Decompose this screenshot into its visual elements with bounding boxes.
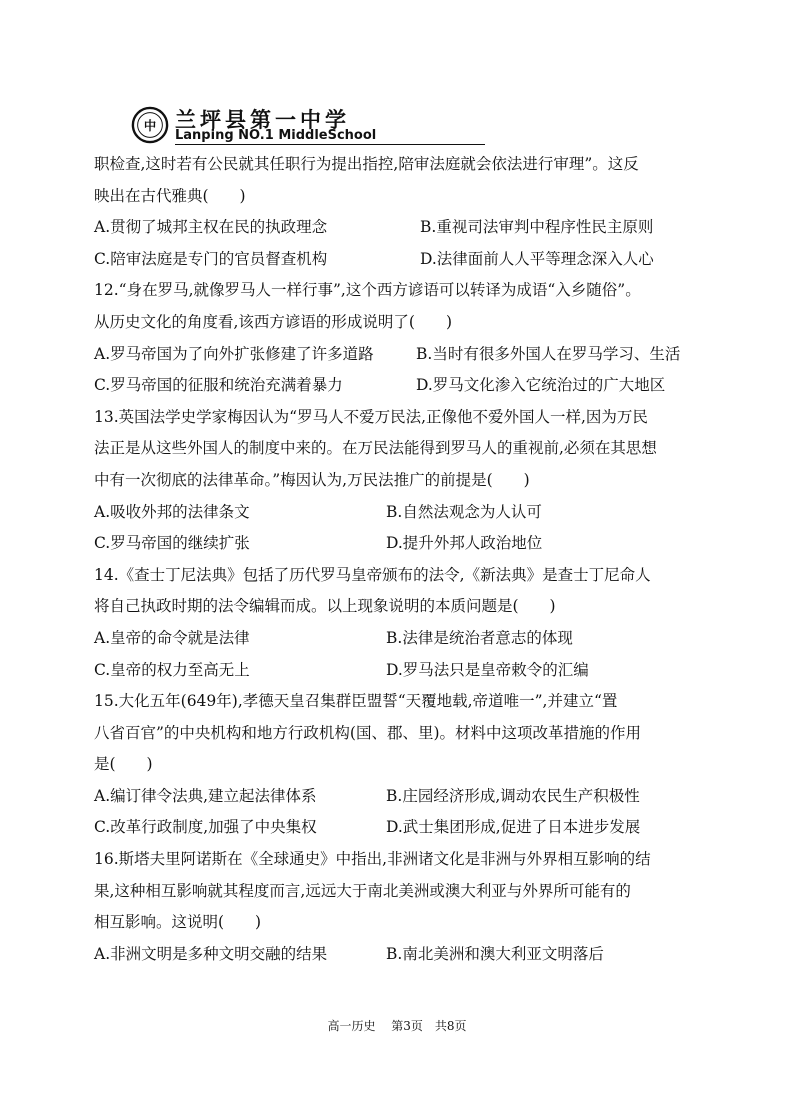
option-right: D.法律面前人人平等理念深入人心	[420, 249, 654, 268]
option-row	[94, 212, 714, 244]
text-line: 八省百官”的中央机构和地方行政机构(国、郡、里)。材料中这项改革措施的作用	[94, 723, 642, 742]
option-right: B.自然法观念为人认可	[386, 502, 542, 521]
text-line: 映出在古代雅典( )	[94, 186, 246, 205]
text-line: 法正是从这些外国人的制度中来的。在万民法能得到罗马人的重视前,必须在其思想	[94, 439, 657, 458]
option-right: B.当时有很多外国人在罗马学习、生活	[416, 344, 681, 363]
option-right: D.提升外邦人政治地位	[386, 534, 543, 553]
option-right: B.庄园经济形成,调动农民生产积极性	[386, 786, 640, 805]
option-left: C.罗马帝国的继续扩张	[94, 534, 250, 553]
option-left: A.罗马帝国为了向外扩张修建了许多道路	[94, 344, 374, 363]
text-line: 中有一次彻底的法律革命。”梅因认为,万民法推广的前提是( )	[94, 470, 530, 489]
footer-subject: 高一历史	[327, 1019, 376, 1033]
option-left: A.非洲文明是多种文明交融的结果	[94, 944, 328, 963]
option-right: D.罗马法只是皇帝敕令的汇编	[386, 660, 589, 679]
text-line: 从历史文化的角度看,该西方谚语的形成说明了( )	[94, 312, 453, 331]
text-line: 将自己执政时期的法令编辑而成。以上现象说明的本质问题是( )	[94, 597, 556, 616]
option-row	[94, 339, 714, 371]
option-left: A.编订律令法典,建立起法律体系	[94, 786, 317, 805]
option-left: A.贯彻了城邦主权在民的执政理念	[94, 218, 328, 237]
text-line: 16.斯塔夫里阿诺斯在《全球通史》中指出,非洲诸文化是非洲与外界相互影响的结	[94, 850, 651, 869]
text-line: 相互影响。这说明( )	[94, 913, 262, 932]
school-name-en: Lanping NO.1 MiddleSchool	[175, 128, 377, 143]
option-row	[94, 781, 714, 813]
option-row	[94, 812, 714, 844]
option-left: A.吸收外邦的法律条文	[94, 502, 250, 521]
text-line: 果,这种相互影响就其程度而言,远远大于南北美洲或澳大利亚与外界所可能有的	[94, 881, 631, 900]
option-left: C.皇帝的权力至高无上	[94, 660, 250, 679]
school-logo-icon	[131, 106, 169, 144]
option-row	[94, 655, 714, 687]
option-row	[94, 244, 714, 276]
text-line: 15.大化五年(649年),孝德天皇召集群臣盟誓“天覆地载,帝道唯一”,并建立“置	[94, 692, 618, 711]
text-line: 是( )	[94, 755, 153, 774]
option-right: B.法律是统治者意志的体现	[386, 628, 573, 647]
text-line: 12.“身在罗马,就像罗马人一样行事”,这个西方谚语可以转译为成语“入乡随俗”。	[94, 281, 641, 300]
option-left: A.皇帝的命令就是法律	[94, 628, 250, 647]
question-body	[94, 149, 714, 970]
option-row	[94, 623, 714, 655]
option-left: C.改革行政制度,加强了中央集权	[94, 818, 317, 837]
text-line: 14.《查士丁尼法典》包括了历代罗马皇帝颁布的法令,《新法典》是查士丁尼命人	[94, 565, 651, 584]
school-header	[131, 104, 391, 146]
option-left: C.罗马帝国的征服和统治充满着暴力	[94, 376, 343, 395]
option-row	[94, 939, 714, 971]
option-right: B.重视司法审判中程序性民主原则	[420, 218, 654, 237]
page-footer	[0, 1017, 794, 1034]
footer-total: 共8页	[434, 1019, 467, 1033]
header-rule	[175, 144, 485, 145]
option-right: D.罗马文化渗入它统治过的广大地区	[416, 376, 666, 395]
option-right: B.南北美洲和澳大利亚文明落后	[386, 944, 604, 963]
option-row	[94, 370, 714, 402]
seal-character: 中	[143, 117, 157, 133]
text-line: 职检查,这时若有公民就其任职行为提出指控,陪审法庭就会依法进行审理”。这反	[94, 155, 639, 173]
option-right: D.武士集团形成,促进了日本进步发展	[386, 818, 641, 837]
option-left: C.陪审法庭是专门的官员督查机构	[94, 249, 328, 268]
text-line: 13.英国法学史学家梅因认为“罗马人不爱万民法,正像他不爱外国人一样,因为万民	[94, 407, 648, 426]
option-row	[94, 528, 714, 560]
footer-page: 第3页	[391, 1019, 423, 1033]
school-name-cn: 兰坪县第一中学	[175, 107, 350, 132]
option-row	[94, 497, 714, 529]
